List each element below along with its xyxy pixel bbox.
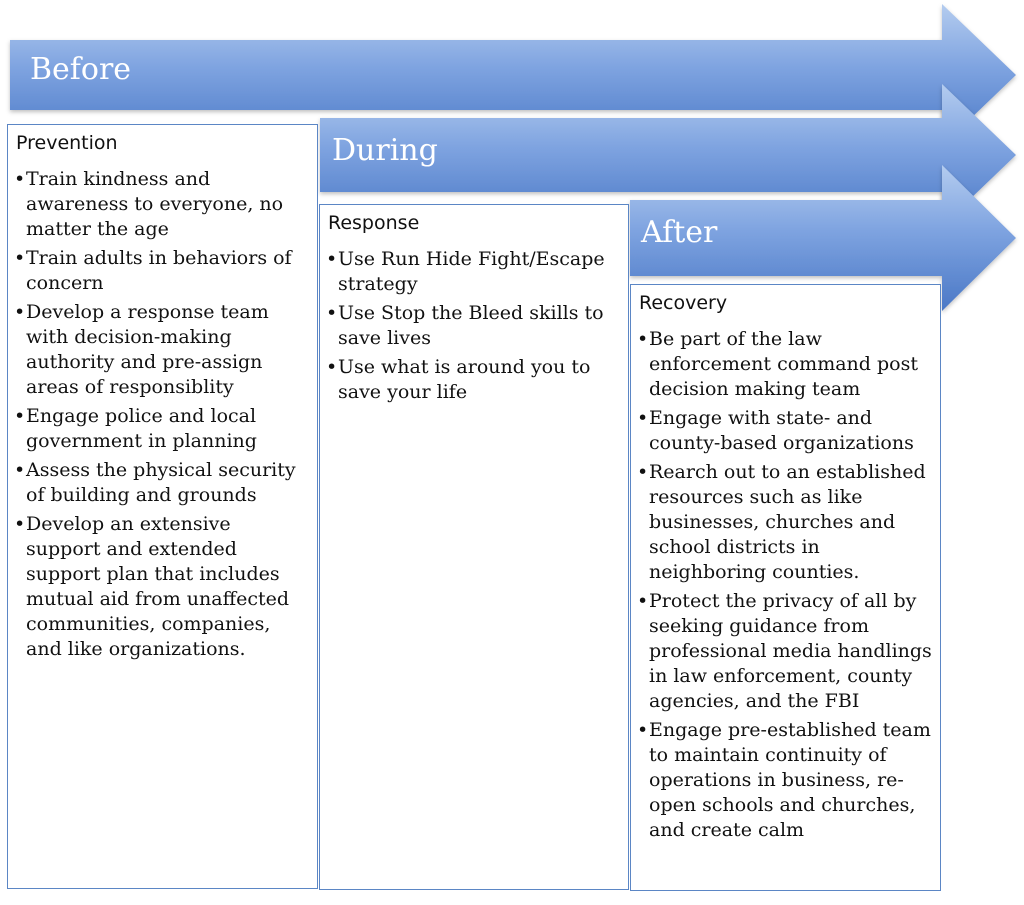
prevention-box	[7, 124, 318, 889]
list-item: • Develop a response team with decision-making authority and pre-assign areas of responsiblity	[16, 300, 309, 400]
list-item: • Rearch out to an established resources such as like businesses, churches and school districts in neighboring counties.	[639, 460, 932, 585]
recovery-box	[630, 284, 941, 891]
list-item: • Train kindness and awareness to everyone, no matter the age	[16, 167, 309, 242]
before-label: Before	[30, 52, 132, 87]
list-item: • Use Stop the Bleed skills to save lives	[328, 301, 620, 351]
list-item: • Engage pre-established team to maintain continuity of operations in business, re-open schools and churches, and create calm	[639, 718, 932, 843]
prevention-title: Prevention	[16, 132, 118, 154]
after-label: After	[641, 215, 718, 250]
list-item: • Assess the physical security of building and grounds	[16, 458, 309, 508]
list-item: • Develop an extensive support and extended support plan that includes mutual aid from unaffected communities, companies, and like organizations.	[16, 512, 309, 662]
list-item: • Be part of the law enforcement command post decision making team	[639, 327, 932, 402]
response-list	[328, 247, 620, 405]
during-label: During	[332, 133, 438, 168]
list-item: • Train adults in behaviors of concern	[16, 246, 309, 296]
recovery-list	[639, 327, 932, 843]
list-item: • Engage with state- and county-based organizations	[639, 406, 932, 456]
list-item: • Use what is around you to save your life	[328, 355, 620, 405]
recovery-title: Recovery	[639, 292, 728, 314]
response-box	[319, 204, 629, 890]
prevention-list	[16, 167, 309, 662]
response-title: Response	[328, 212, 420, 234]
list-item: • Use Run Hide Fight/Escape strategy	[328, 247, 620, 297]
list-item: • Engage police and local government in planning	[16, 404, 309, 454]
list-item: • Protect the privacy of all by seeking guidance from professional media handlings in law enforcement, county agencies, and the FBI	[639, 589, 932, 714]
